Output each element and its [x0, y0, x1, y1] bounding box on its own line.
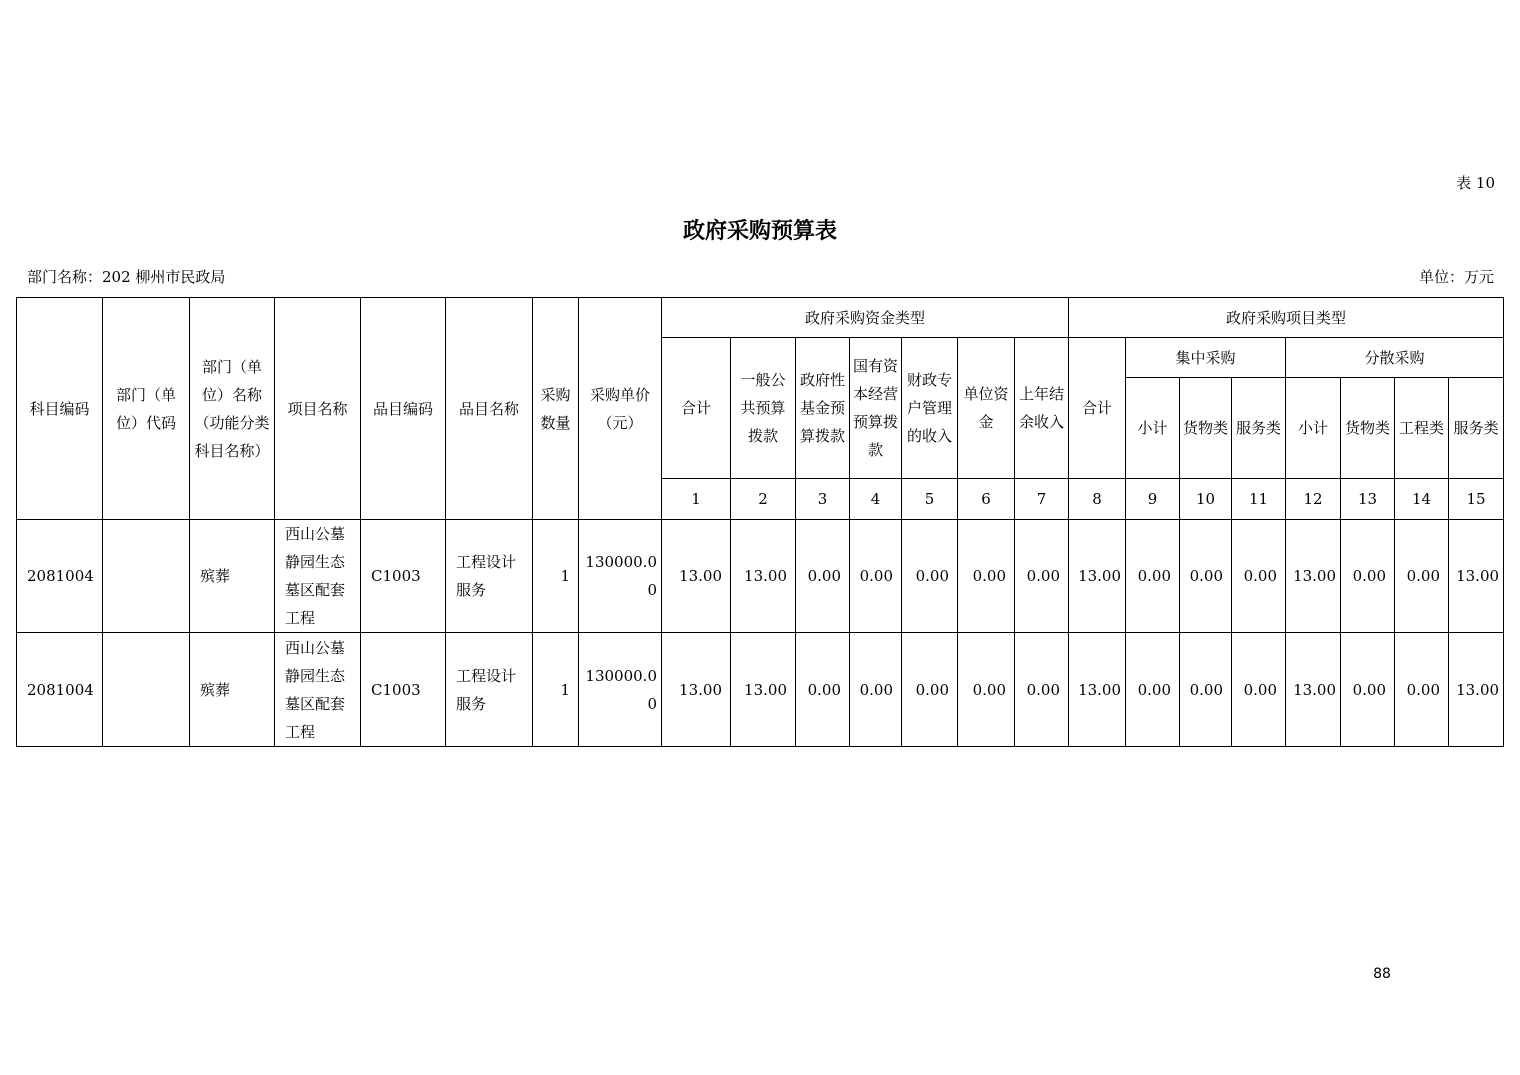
- cell-value: 0.00: [850, 520, 902, 633]
- header-subject-code: 科目编码: [17, 298, 103, 520]
- cell-value: 0.00: [1341, 520, 1395, 633]
- department-label: 部门名称：202 柳州市民政局: [27, 268, 226, 286]
- cell-value: 0.00: [1395, 520, 1449, 633]
- page-title: 政府采购预算表: [682, 218, 837, 244]
- cell-value: 13.00: [662, 520, 731, 633]
- cell-value: 13.00: [1449, 520, 1504, 633]
- cell-item-code: C1003: [361, 520, 446, 633]
- cell-value: 0.00: [1232, 520, 1286, 633]
- header-item-name: 品目名称: [446, 298, 533, 520]
- cell-value: 0.00: [850, 633, 902, 747]
- header-proj-total: 合计: [1069, 338, 1126, 479]
- cell-unit-price: 130000.00: [579, 520, 662, 633]
- cell-value: 0.00: [1015, 633, 1069, 747]
- column-number: 14: [1395, 479, 1449, 520]
- cell-value: 0.00: [1232, 633, 1286, 747]
- cell-value: 0.00: [958, 633, 1015, 747]
- cell-quantity: 1: [533, 520, 579, 633]
- cell-value: 0.00: [902, 520, 958, 633]
- header-project-name: 项目名称: [275, 298, 361, 520]
- header-general-budget: 一般公共预算拨款: [731, 338, 796, 479]
- unit-label: 单位：万元: [1418, 268, 1494, 286]
- header-d-goods: 货物类: [1341, 378, 1395, 479]
- cell-dept-code: [103, 633, 190, 747]
- page-number: 88: [1373, 966, 1391, 982]
- header-c-subtotal: 小计: [1126, 378, 1180, 479]
- cell-value: 0.00: [796, 633, 850, 747]
- cell-item-name: 工程设计服务: [446, 633, 533, 747]
- cell-dept-code: [103, 520, 190, 633]
- table-row: [17, 520, 1504, 633]
- header-carryover: 上年结余收入: [1015, 338, 1069, 479]
- column-number: 8: [1069, 479, 1126, 520]
- header-d-services: 服务类: [1449, 378, 1504, 479]
- header-special-account: 财政专户管理的收入: [902, 338, 958, 479]
- table-number: 表 10: [1456, 174, 1495, 192]
- cell-value: 13.00: [662, 633, 731, 747]
- procurement-budget-table: [16, 297, 1504, 747]
- header-state-capital: 国有资本经营预算拨款: [850, 338, 902, 479]
- cell-item-name: 工程设计服务: [446, 520, 533, 633]
- cell-value: 0.00: [1126, 633, 1180, 747]
- header-unit-price: 采购单价（元）: [579, 298, 662, 520]
- cell-value: 0.00: [1395, 633, 1449, 747]
- cell-unit-price: 130000.00: [579, 633, 662, 747]
- header-centralized: 集中采购: [1126, 338, 1286, 378]
- header-quantity: 采购数量: [533, 298, 579, 520]
- cell-value: 13.00: [1449, 633, 1504, 747]
- header-dept-code: 部门（单位）代码: [103, 298, 190, 520]
- column-number: 11: [1232, 479, 1286, 520]
- cell-subject-code: 2081004: [17, 520, 103, 633]
- cell-project-name: 西山公墓静园生态墓区配套工程: [275, 520, 361, 633]
- column-number: 15: [1449, 479, 1504, 520]
- header-d-subtotal: 小计: [1286, 378, 1341, 479]
- column-number: 7: [1015, 479, 1069, 520]
- column-number: 3: [796, 479, 850, 520]
- header-c-services: 服务类: [1232, 378, 1286, 479]
- header-decentralized: 分散采购: [1286, 338, 1504, 378]
- column-number: 9: [1126, 479, 1180, 520]
- cell-project-name: 西山公墓静园生态墓区配套工程: [275, 633, 361, 747]
- cell-value: 13.00: [1286, 520, 1341, 633]
- cell-dept-name: 殡葬: [190, 633, 275, 747]
- cell-value: 13.00: [731, 633, 796, 747]
- header-project-type: 政府采购项目类型: [1069, 298, 1504, 338]
- header-fund-type: 政府采购资金类型: [662, 298, 1069, 338]
- cell-value: 0.00: [796, 520, 850, 633]
- header-unit-fund: 单位资金: [958, 338, 1015, 479]
- column-number: 1: [662, 479, 731, 520]
- cell-value: 0.00: [1180, 520, 1232, 633]
- cell-dept-name: 殡葬: [190, 520, 275, 633]
- header-c-goods: 货物类: [1180, 378, 1232, 479]
- column-number: 12: [1286, 479, 1341, 520]
- column-number: 2: [731, 479, 796, 520]
- header-dept-name: 部门（单位）名称（功能分类科目名称）: [190, 298, 275, 520]
- column-number: 4: [850, 479, 902, 520]
- column-number: 5: [902, 479, 958, 520]
- cell-subject-code: 2081004: [17, 633, 103, 747]
- header-gov-fund: 政府性基金预算拨款: [796, 338, 850, 479]
- header-d-works: 工程类: [1395, 378, 1449, 479]
- header-item-code: 品目编码: [361, 298, 446, 520]
- header-row-1: [17, 298, 1504, 338]
- cell-value: 13.00: [731, 520, 796, 633]
- column-number: 10: [1180, 479, 1232, 520]
- cell-value: 0.00: [958, 520, 1015, 633]
- column-number: 13: [1341, 479, 1395, 520]
- cell-value: 0.00: [1126, 520, 1180, 633]
- cell-value: 13.00: [1069, 633, 1126, 747]
- cell-item-code: C1003: [361, 633, 446, 747]
- cell-value: 0.00: [902, 633, 958, 747]
- cell-value: 0.00: [1341, 633, 1395, 747]
- cell-value: 0.00: [1015, 520, 1069, 633]
- cell-value: 13.00: [1069, 520, 1126, 633]
- column-number: 6: [958, 479, 1015, 520]
- table-row: [17, 633, 1504, 747]
- cell-quantity: 1: [533, 633, 579, 747]
- cell-value: 13.00: [1286, 633, 1341, 747]
- cell-value: 0.00: [1180, 633, 1232, 747]
- header-fund-total: 合计: [662, 338, 731, 479]
